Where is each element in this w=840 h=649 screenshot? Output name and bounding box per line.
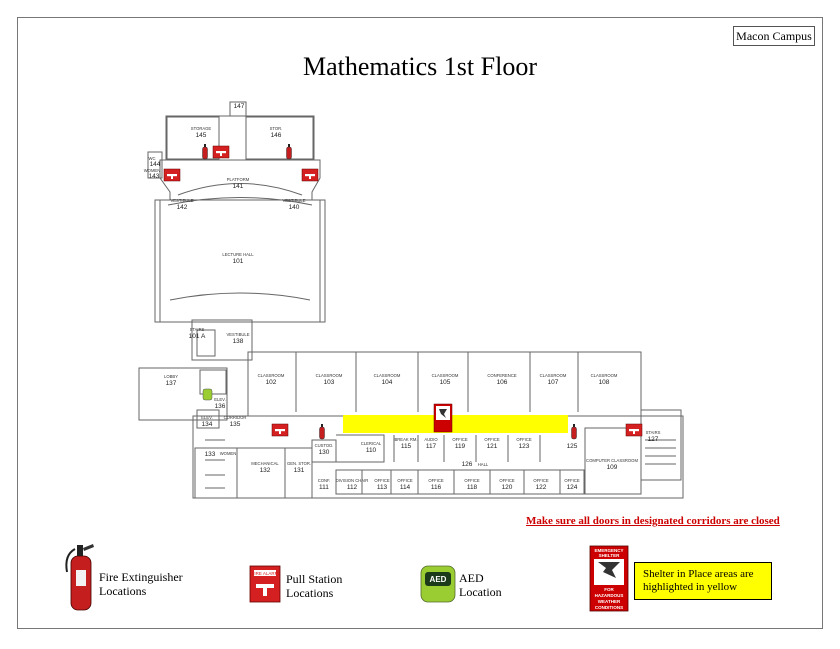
room-141: 141 <box>232 183 244 190</box>
room-140-name: VESTIBULE <box>282 198 306 203</box>
room-111: 111 <box>319 484 329 491</box>
legend-pull-station-icon <box>250 566 280 602</box>
room-110: 110 <box>365 447 377 454</box>
room-115-name: BREAK RM. <box>394 437 418 442</box>
room-123-name: OFFICE <box>516 437 532 442</box>
campus-label: Macon Campus <box>733 26 815 46</box>
room-116-name: OFFICE <box>428 478 444 483</box>
fire-extinguisher-icon <box>320 424 325 439</box>
room-102: 102 <box>265 379 277 386</box>
room-143: 143 <box>148 173 160 180</box>
room-132-name: MECHANICAL <box>251 461 279 466</box>
room-146: 146 <box>270 132 282 139</box>
room-114: 114 <box>399 484 411 491</box>
map-aed-icon <box>203 389 212 400</box>
room-138-name: VESTIBULE <box>226 332 250 337</box>
room-105: 105 <box>439 379 451 386</box>
pull-station-icon <box>302 169 318 181</box>
svg-text:FOR: FOR <box>604 587 614 592</box>
svg-text:HAZARDOUS: HAZARDOUS <box>594 593 624 598</box>
room-101a: 101 A <box>188 333 206 340</box>
room-130-name: CUSTOD. <box>314 443 334 448</box>
room-113-name: OFFICE <box>374 478 390 483</box>
room-145: 145 <box>195 132 207 139</box>
legend-aed-icon <box>421 566 455 602</box>
legend-pull-label: Pull Station Locations <box>286 572 343 600</box>
room-137-name: LOBBY <box>164 374 178 379</box>
room-105-name: CLASSROOM <box>431 373 459 378</box>
svg-text:CONDITIONS: CONDITIONS <box>594 605 624 610</box>
room-107: 107 <box>547 379 559 386</box>
room-103: 103 <box>323 379 335 386</box>
room-115: 115 <box>400 443 412 450</box>
room-146-name: STOR. <box>269 126 283 131</box>
room-134-name: ELEV. <box>201 415 213 420</box>
room-126: 126 <box>461 461 473 468</box>
room-127-name: STAIRS <box>645 430 661 435</box>
room-107-name: CLASSROOM <box>539 373 567 378</box>
room-113: 113 <box>376 484 388 491</box>
room-136-name: ELEV. <box>214 397 226 402</box>
fire-extinguisher-icon <box>203 144 208 159</box>
corridor-warning: Make sure all doors in designated corridors are closed <box>526 515 780 527</box>
room-144: 144 <box>149 161 161 168</box>
room-133-name: WOMEN <box>219 451 237 456</box>
room-142-name: VESTIBULE <box>170 198 194 203</box>
room-111-name: CONF. <box>317 478 331 483</box>
legend-aed-label: AED Location <box>459 571 502 599</box>
room-131-name: GEN. STOR. <box>286 461 312 466</box>
map-fire-extinguishers <box>203 144 577 439</box>
pull-station-icon <box>213 146 229 158</box>
room-112-name: DIVISION CHAIR <box>335 478 369 483</box>
fire-extinguisher-icon <box>287 144 292 159</box>
room-108: 108 <box>598 379 610 386</box>
room-119-name: OFFICE <box>452 437 468 442</box>
room-118-name: OFFICE <box>464 478 480 483</box>
room-142: 142 <box>176 204 188 211</box>
room-106-name: CONFERENCE <box>487 373 517 378</box>
pull-station-icon <box>164 169 180 181</box>
room-106: 106 <box>496 379 508 386</box>
room-118: 118 <box>466 484 478 491</box>
pull-station-icon <box>626 424 642 436</box>
room-136: 136 <box>214 403 226 410</box>
room-124: 124 <box>566 484 578 491</box>
room-119: 119 <box>454 443 466 450</box>
legend-fire-extinguisher-icon <box>66 544 94 610</box>
room-123: 123 <box>518 443 530 450</box>
pull-station-icon <box>272 424 288 436</box>
room-122-name: OFFICE <box>533 478 549 483</box>
room-116: 116 <box>430 484 442 491</box>
room-132: 132 <box>259 467 271 474</box>
aed-sign-text: AED <box>429 575 447 584</box>
room-122: 122 <box>535 484 547 491</box>
svg-text:WEATHER: WEATHER <box>597 599 621 604</box>
room-144-name: WC <box>148 156 156 161</box>
room-117-name: AUDIO <box>424 437 438 442</box>
map-title: Mathematics 1st Floor <box>303 52 537 81</box>
room-133: 133 <box>204 451 216 458</box>
shelter-corridor <box>343 415 568 433</box>
room-143-name: WOMEN <box>143 168 161 173</box>
legend-fire-label: Fire Extinguisher Locations <box>99 570 183 598</box>
svg-text:SHELTER: SHELTER <box>598 553 620 558</box>
room-101a-name: STAIRS <box>189 327 205 332</box>
room-126-name: HALL <box>477 462 489 467</box>
room-127: 127 <box>647 436 659 443</box>
room-108-name: CLASSROOM <box>590 373 618 378</box>
room-101: 101 <box>232 258 244 265</box>
room-141-name: PLATFORM <box>226 177 250 182</box>
room-134: 134 <box>201 421 213 428</box>
room-137: 137 <box>165 380 177 387</box>
room-135-name: CORRIDOR <box>223 415 247 420</box>
room-135: 135 <box>229 421 241 428</box>
map-shelter-sign <box>434 404 452 432</box>
room-130: 130 <box>318 449 330 456</box>
room-101-name: LECTURE HALL <box>222 252 254 257</box>
room-138: 138 <box>232 338 244 345</box>
room-112: 112 <box>346 484 358 491</box>
room-124-name: OFFICE <box>564 478 580 483</box>
room-125: 125 <box>566 443 578 450</box>
room-110-name: CLERICAL <box>360 441 382 446</box>
pull-sign-text: FIRE ALARM <box>251 571 279 576</box>
room-109: 109 <box>606 464 618 471</box>
legend-shelter-sign-icon <box>590 546 628 611</box>
room-103-name: CLASSROOM <box>315 373 343 378</box>
room-114-name: OFFICE <box>397 478 413 483</box>
room-147: 147 <box>233 103 245 110</box>
room-117: 117 <box>425 443 437 450</box>
room-102-name: CLASSROOM <box>257 373 285 378</box>
room-120: 120 <box>501 484 513 491</box>
room-145-name: STORAGE <box>190 126 212 131</box>
fire-extinguisher-icon <box>572 424 577 439</box>
room-104-name: CLASSROOM <box>373 373 401 378</box>
room-131: 131 <box>293 467 305 474</box>
room-109-name: COMPUTER CLASSROOM <box>586 458 638 463</box>
room-120-name: OFFICE <box>499 478 515 483</box>
room-121: 121 <box>486 443 498 450</box>
room-104: 104 <box>381 379 393 386</box>
room-140: 140 <box>288 204 300 211</box>
legend-shelter-label: Shelter in Place areas are highlighted in yellow <box>634 562 772 600</box>
svg-text:EMERGENCY: EMERGENCY <box>594 548 624 553</box>
room-121-name: OFFICE <box>484 437 500 442</box>
